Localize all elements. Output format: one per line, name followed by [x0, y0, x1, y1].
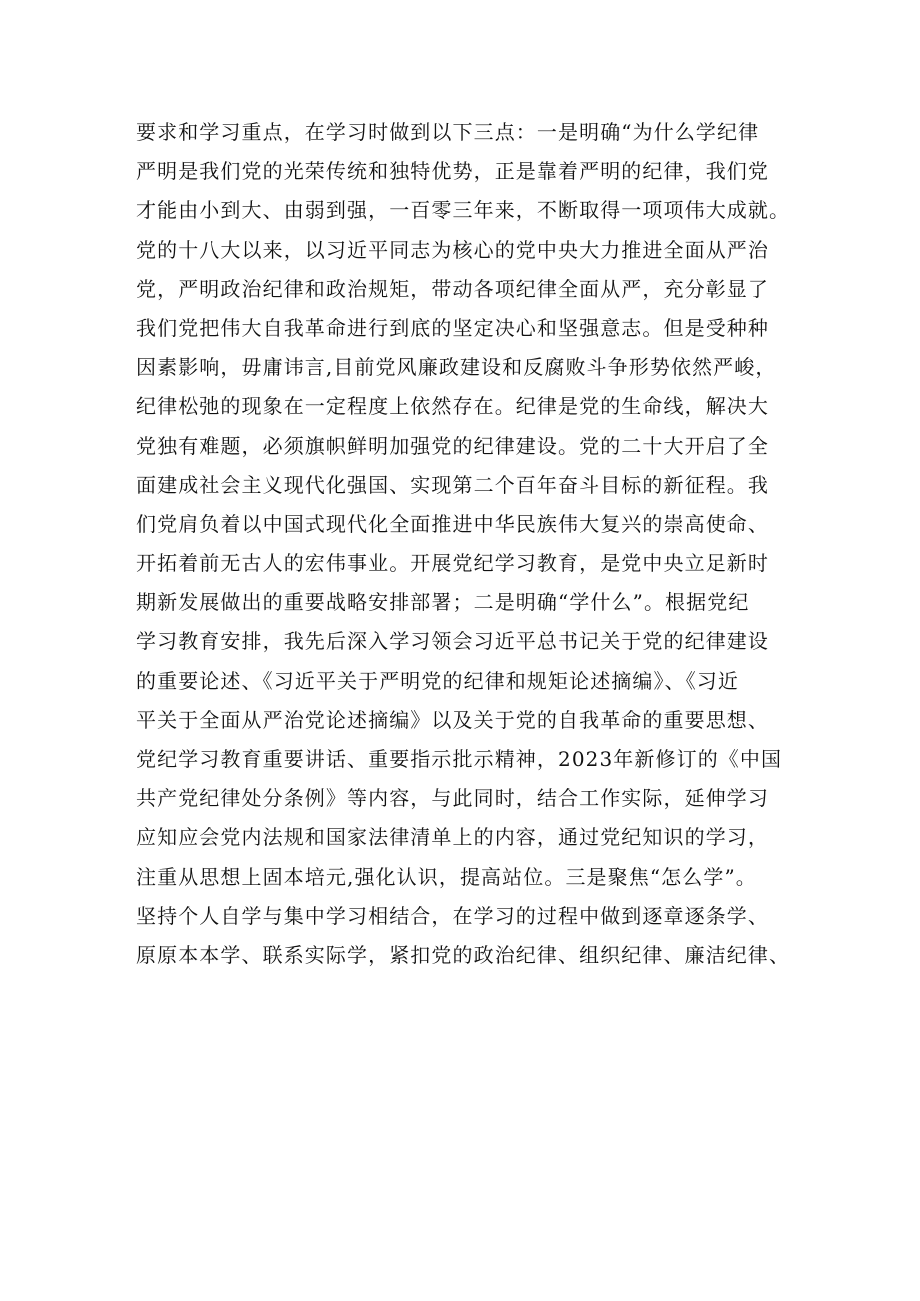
text-line: 我们党把伟大自我革命进行到底的坚定决心和坚强意志。但是受种种 — [136, 315, 769, 340]
text-line: 原原本本学、联系实际学，紧扣党的政治纪律、组织纪律、廉洁纪律、 — [136, 942, 791, 967]
text-line: 党独有难题，必须旗帜鲜明加强党的纪律建设。党的二十大开启了全 — [136, 433, 769, 458]
text-line: 才能由小到大、由弱到强，一百零三年来，不断取得一项项伟大成就。 — [136, 198, 791, 223]
text-line: 学习教育安排，我先后深入学习领会习近平总书记关于党的纪律建设 — [136, 629, 769, 654]
text-line: 因素影响，毋庸讳言,目前党风廉政建设和反腐败斗争形势依然严峻， — [136, 355, 777, 380]
text-line: 的重要论述、《习近平关于严明党的纪律和规矩论述摘编》、《习近 — [136, 668, 739, 693]
text-line: 们党肩负着以中国式现代化全面推进中华民族伟大复兴的崇高使命、 — [136, 511, 769, 536]
text-line: 纪律松弛的现象在一定程度上依然存在。纪律是党的生命线，解决大 — [136, 394, 769, 419]
text-line: 面建成社会主义现代化强国、实现第二个百年奋斗目标的新征程。我 — [136, 472, 769, 497]
text-line: 平关于全面从严治党论述摘编》以及关于党的自我革命的重要思想、 — [136, 707, 769, 732]
document-body — [136, 113, 796, 975]
text-line: 应知应会党内法规和国家法律清单上的内容，通过党纪知识的学习， — [136, 825, 769, 850]
text-line: 党的十八大以来，以习近平同志为核心的党中央大力推进全面从严治 — [136, 237, 769, 262]
text-line: 严明是我们党的光荣传统和独特优势，正是靠着严明的纪律，我们党 — [136, 159, 769, 184]
text-line: 期新发展做出的重要战略安排部署；二是明确“学什么”。根据党纪 — [136, 590, 750, 615]
text-line: 开拓着前无古人的宏伟事业。开展党纪学习教育，是党中央立足新时 — [136, 551, 769, 576]
text-line: 要求和学习重点，在学习时做到以下三点：一是明确“为什么学纪律 — [136, 120, 760, 144]
text-line: 党纪学习教育重要讲话、重要指示批示精神，2023年新修订的《中国 — [136, 747, 783, 771]
text-line: 党，严明政治纪律和政治规矩，带动各项纪律全面从严，充分彰显了 — [136, 276, 769, 301]
text-line: 坚持个人自学与集中学习相结合，在学习的过程中做到逐章逐条学、 — [136, 903, 769, 928]
text-line: 共产党纪律处分条例》等内容，与此同时，结合工作实际，延伸学习 — [136, 786, 769, 811]
text-line: 注重从思想上固本培元,强化认识，提高站位。三是聚焦“怎么学”。 — [136, 864, 757, 889]
